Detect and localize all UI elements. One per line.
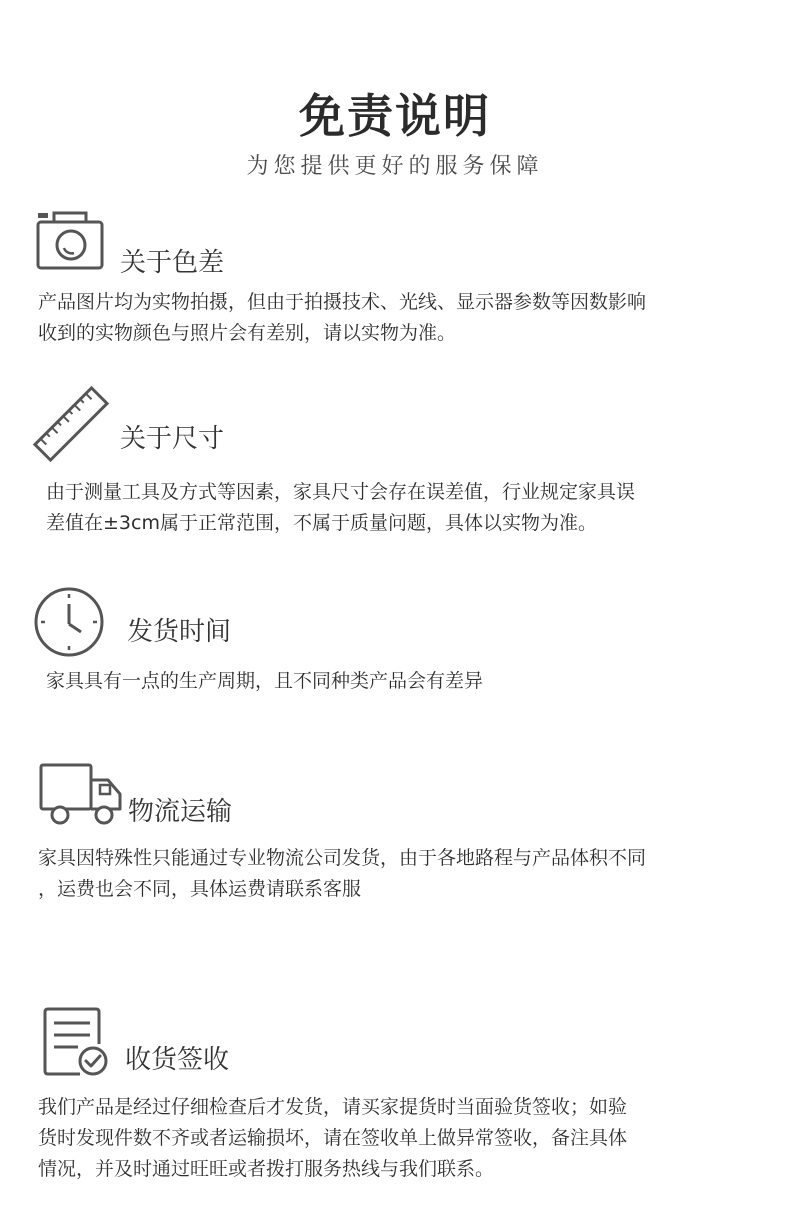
- document-check-icon: [42, 1006, 112, 1080]
- page-title: 免责说明: [299, 89, 491, 143]
- section-body-dimensions: [46, 477, 635, 539]
- body-line: 由于测量工具及方式等因素，家具尺寸会存在误差值，行业规定家具误: [46, 481, 636, 503]
- body-line: 收到的实物颜色与照片会有差别，请以实物为准。: [38, 322, 457, 344]
- ruler-icon: [30, 383, 112, 465]
- section-heading-delivery-time: 发货时间: [127, 617, 232, 647]
- body-line: 货时发现件数不齐或者运输损坏，请在签收单上做异常签收，备注具体: [38, 1127, 628, 1149]
- section-heading-receipt: 收货签收: [125, 1045, 230, 1075]
- body-line: 家具因特殊性只能通过专业物流公司发货，由于各地路程与产品体积不同: [38, 847, 647, 869]
- section-heading-color-difference: 关于色差: [120, 248, 225, 278]
- body-line: 我们产品是经过仔细检查后才发货，请买家提货时当面验货签收；如验: [38, 1096, 628, 1118]
- section-body-receipt: [38, 1092, 627, 1185]
- body-line: 家具具有一点的生产周期，且不同种类产品会有差异: [46, 670, 484, 692]
- section-body-logistics: [38, 843, 646, 905]
- section-heading-dimensions: 关于尺寸: [120, 424, 225, 454]
- body-line: 差值在±3cm属于正常范围，不属于质量问题，具体以实物为准。: [46, 512, 597, 534]
- body-line: 情况，并及时通过旺旺或者拨打服务热线与我们联系。: [38, 1158, 495, 1180]
- section-body-delivery-time: [46, 666, 483, 697]
- body-line: ，运费也会不同，具体运费请联系客服: [38, 878, 362, 900]
- clock-icon: [33, 586, 105, 658]
- page-subtitle: 为您提供更好的服务保障: [246, 154, 544, 179]
- truck-icon: [38, 762, 124, 828]
- section-heading-logistics: 物流运输: [128, 797, 233, 827]
- section-body-color-difference: [38, 287, 646, 349]
- camera-icon: [36, 210, 106, 272]
- body-line: 产品图片均为实物拍摄，但由于拍摄技术、光线、显示器参数等因数影响: [38, 291, 647, 313]
